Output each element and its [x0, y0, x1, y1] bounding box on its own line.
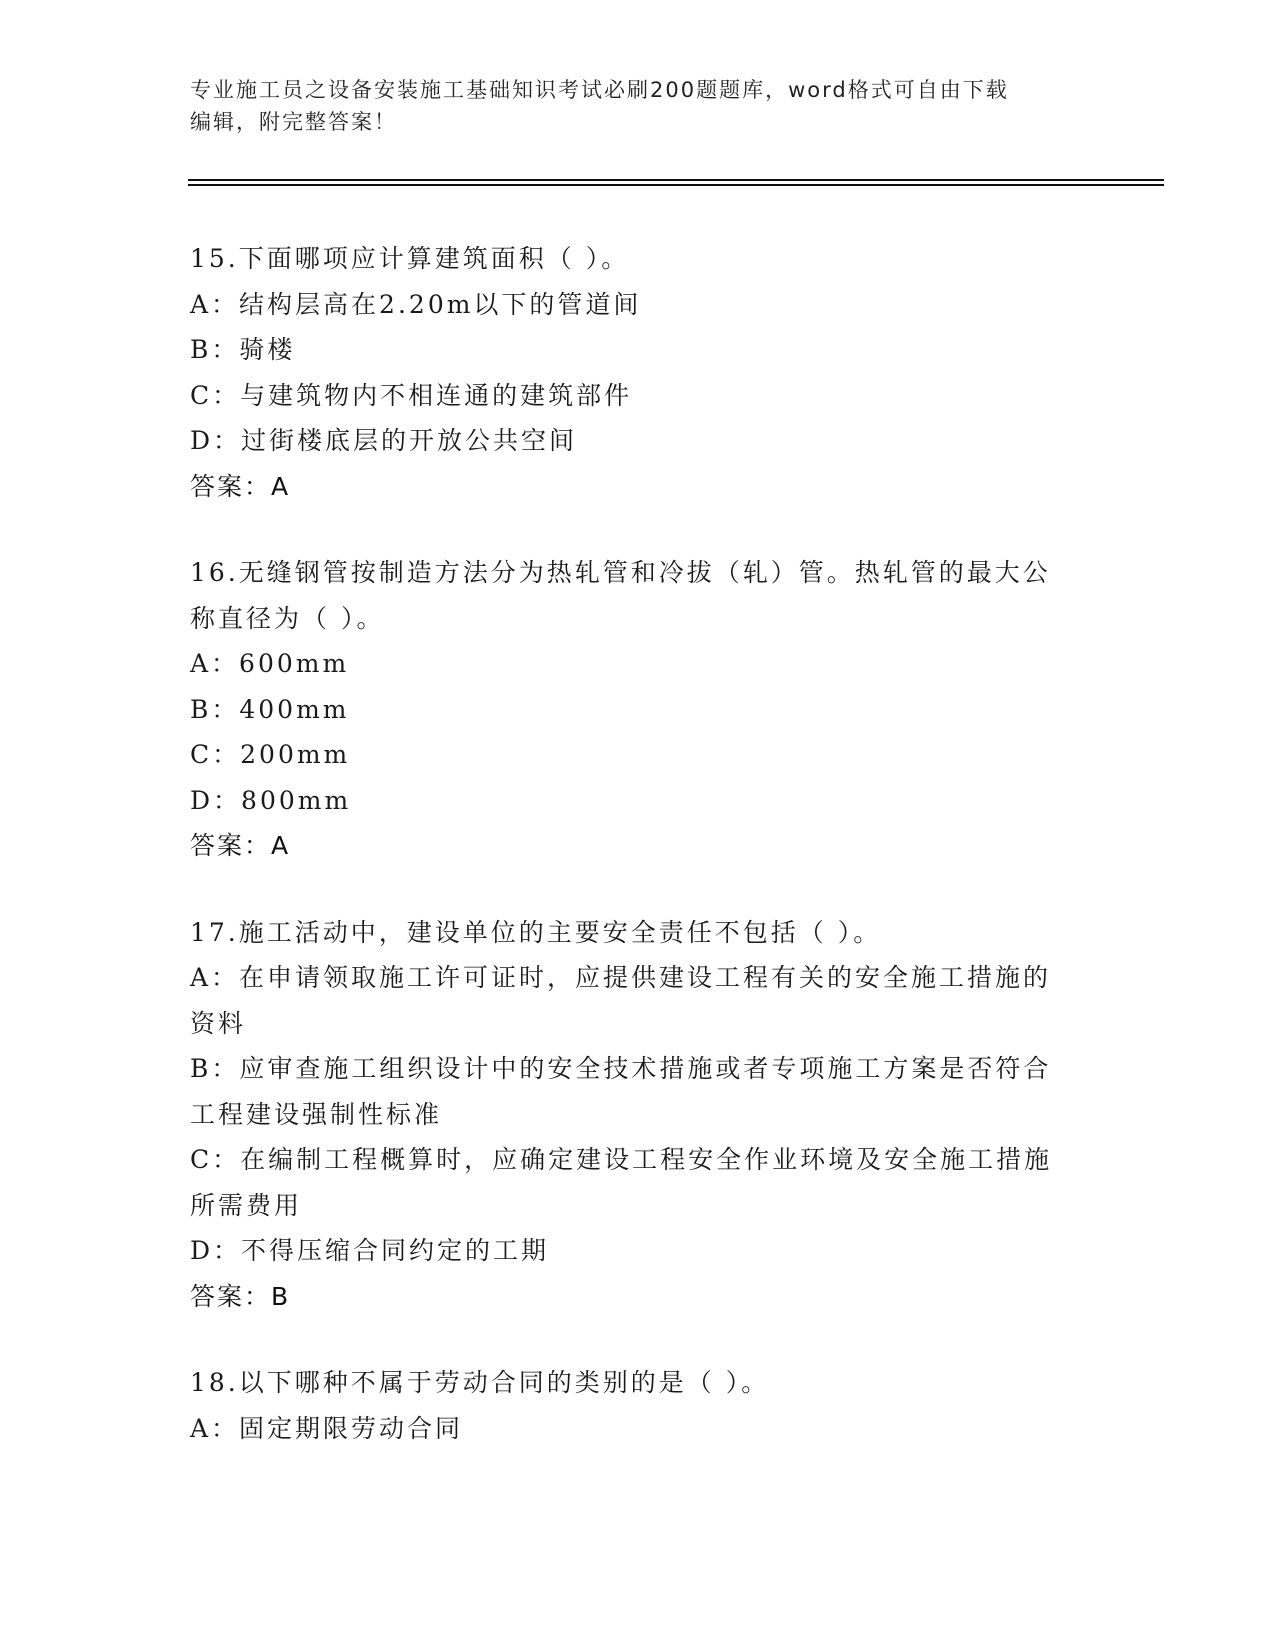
answer-line: 答案：B [190, 1281, 291, 1311]
option-line: B：应审查施工组织设计中的安全技术措施或者专项施工方案是否符合 [190, 1054, 1052, 1083]
answer-line: 答案：A [190, 471, 291, 501]
option-line: C：200mm [190, 740, 351, 769]
answer-line: 答案：A [190, 831, 291, 860]
question-block [190, 910, 1090, 1320]
option-line: B：骑楼 [190, 335, 296, 364]
option-line: D：不得压缩合同约定的工期 [190, 1236, 550, 1265]
header-divider-bottom [188, 184, 1164, 186]
question-stem: 称直径为（ ）。 [190, 603, 385, 633]
question-block [190, 1360, 1090, 1451]
option-line: 所需费用 [190, 1190, 303, 1220]
option-line: D：800mm [190, 785, 352, 815]
document-header [190, 74, 1090, 138]
header-divider-top [188, 179, 1164, 181]
header-line-1: 专业施工员之设备安装施工基础知识考试必刷200题题库，word格式可自由下载 [190, 78, 1009, 102]
option-line: A：在申请领取施工许可证时，应提供建设工程有关的安全施工措施的 [190, 963, 1052, 992]
question-block [190, 550, 1090, 869]
question-stem: 15.下面哪项应计算建筑面积（ ）。 [190, 244, 630, 273]
option-line: 资料 [190, 1008, 247, 1038]
question-stem: 16.无缝钢管按制造方法分为热轧管和冷拔（轧）管。热轧管的最大公 [190, 558, 1051, 587]
header-line-2: 编辑，附完整答案！ [190, 110, 397, 134]
option-line: B：400mm [190, 694, 350, 724]
option-line: C：在编制工程概算时，应确定建设工程安全作业环境及安全施工措施 [190, 1145, 1053, 1174]
option-line: D：过街楼底层的开放公共空间 [190, 426, 578, 455]
option-line: A：600mm [190, 649, 350, 678]
option-line: A：结构层高在2.20m以下的管道间 [190, 289, 642, 319]
option-line: A：固定期限劳动合同 [190, 1413, 464, 1443]
question-stem: 17.施工活动中，建设单位的主要安全责任不包括（ ）。 [190, 917, 882, 947]
question-block [190, 236, 1090, 509]
question-stem: 18.以下哪种不属于劳动合同的类别的是（ ）。 [190, 1368, 770, 1397]
option-line: 工程建设强制性标准 [190, 1099, 443, 1129]
question-list [190, 236, 1090, 1492]
option-line: C：与建筑物内不相连通的建筑部件 [190, 380, 633, 410]
